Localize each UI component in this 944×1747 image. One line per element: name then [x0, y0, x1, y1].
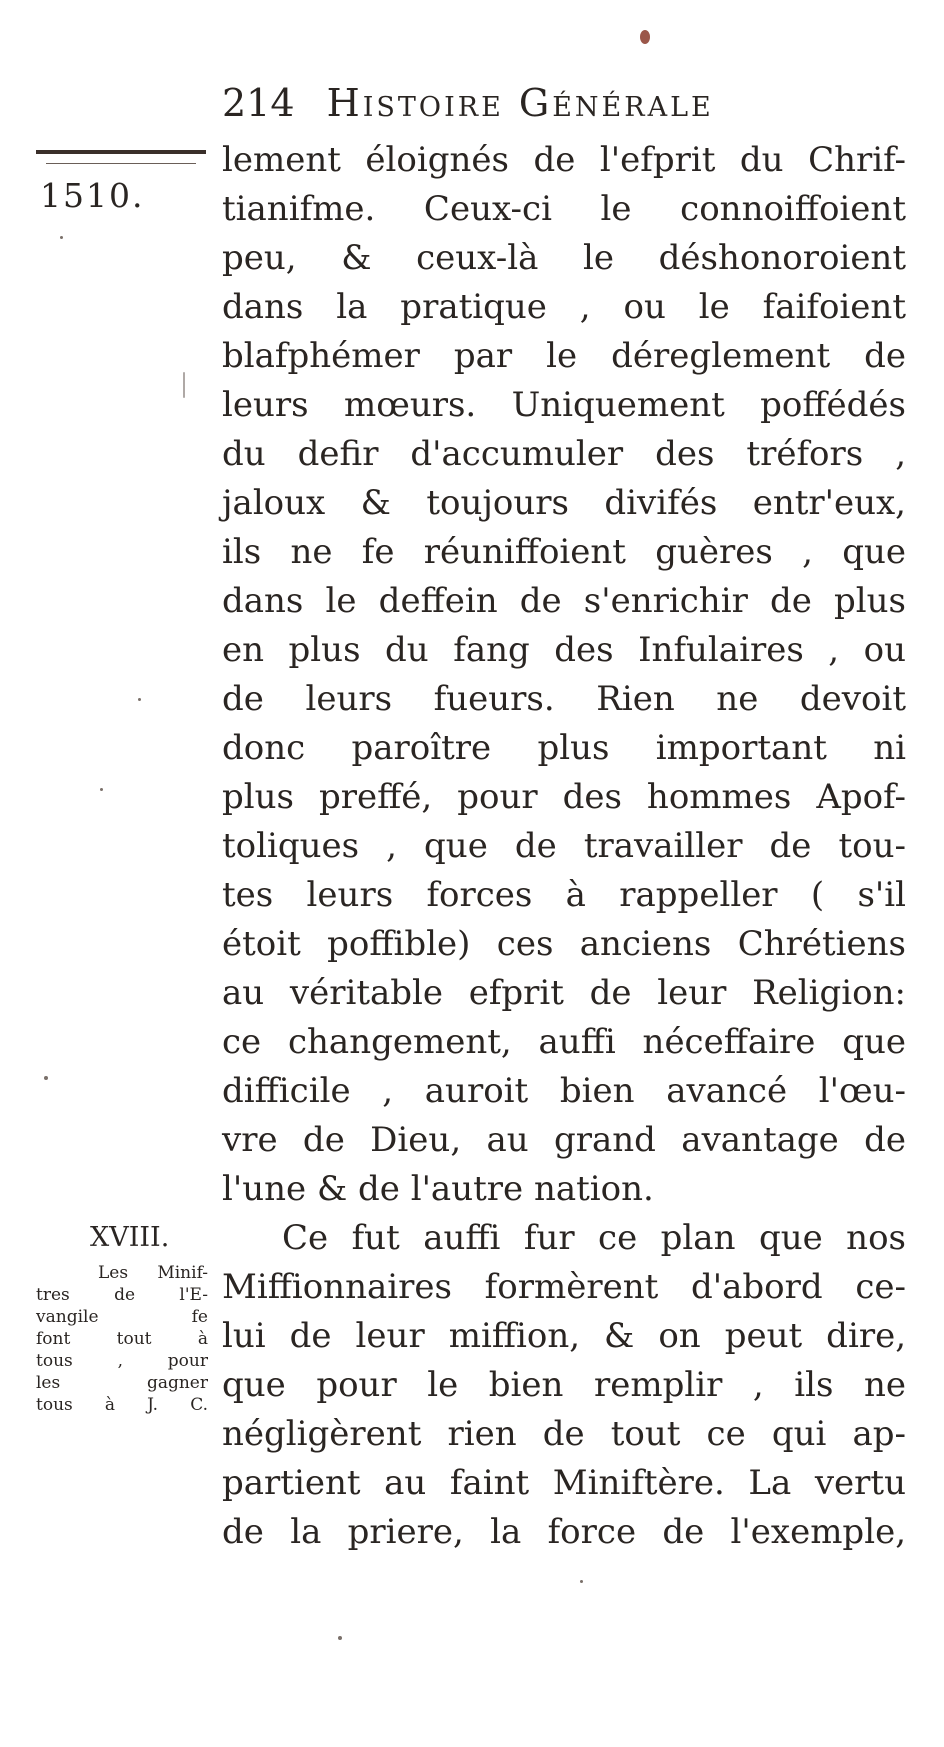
text-line: leurs mœurs. Uniquement poffédés [222, 385, 906, 425]
text-line: du defir d'accumuler des tréfors , [222, 434, 906, 474]
text-line: étoit poffible) ces anciens Chrétiens [222, 924, 906, 964]
text-line: que pour le bien remplir , ils ne [222, 1365, 906, 1405]
paper-speck [183, 372, 185, 398]
margin-note-line: vangile fe [36, 1307, 208, 1327]
margin-note-line: tres de l'E- [36, 1285, 208, 1305]
paper-speck [338, 1636, 342, 1640]
text-line: de la priere, la force de l'exemple, [222, 1512, 906, 1552]
text-line: toliques , que de travailler de tou- [222, 826, 906, 866]
text-line: blafphémer par le déreglement de [222, 336, 906, 376]
ink-blot [640, 30, 650, 44]
running-title: Histoire Générale [326, 81, 714, 125]
text-line: dans la pratique , ou le faifoient [222, 287, 906, 327]
text-line: tianifme. Ceux-ci le connoiffoient [222, 189, 906, 229]
text-line: lui de leur miffion, & on peut dire, [222, 1316, 906, 1356]
text-line: Miffionnaires formèrent d'abord ce- [222, 1267, 906, 1307]
header-rule-thin [46, 163, 196, 164]
margin-note-line: tous , pour [36, 1351, 208, 1371]
text-line-paragraph-end: l'une & de l'autre nation. [222, 1169, 654, 1209]
margin-note-line: tous à J. C. [36, 1395, 208, 1415]
margin-year: 1510. [40, 176, 145, 215]
text-line: jaloux & toujours divifés entr'eux, [222, 483, 906, 523]
text-line: de leurs fueurs. Rien ne devoit [222, 679, 906, 719]
margin-note-line: les gagner [36, 1373, 208, 1393]
text-line: partient au faint Miniftère. La vertu [222, 1463, 906, 1503]
paper-speck [580, 1580, 583, 1583]
body-text [222, 136, 906, 1557]
page-header [222, 74, 862, 132]
page-number: 214 [222, 81, 295, 125]
margin-section-number: XVIII. [90, 1222, 170, 1253]
header-rule [36, 150, 206, 154]
text-line: vre de Dieu, au grand avantage de [222, 1120, 906, 1160]
text-line: ce changement, auffi néceffaire que [222, 1022, 906, 1062]
margin-note-line: font tout à [36, 1329, 208, 1349]
text-line: en plus du fang des Infulaires , ou [222, 630, 906, 670]
paper-speck [44, 1076, 48, 1080]
text-line: au véritable efprit de leur Religion: [222, 973, 906, 1013]
text-line: ils ne fe réuniffoient guères , que [222, 532, 906, 572]
text-line: peu, & ceux-là le déshonoroient [222, 238, 906, 278]
paper-speck [138, 698, 141, 701]
text-line: dans le deffein de s'enrichir de plus [222, 581, 906, 621]
margin-note-line: Les Minif- [98, 1263, 208, 1283]
margin-note [36, 1262, 208, 1416]
text-line: plus preffé, pour des hommes Apof- [222, 777, 906, 817]
text-line-paragraph-start: Ce fut auffi fur ce plan que nos [282, 1218, 906, 1258]
paper-speck [100, 788, 103, 791]
text-line: difficile , auroit bien avancé l'œu- [222, 1071, 906, 1111]
text-line: donc paroître plus important ni [222, 728, 906, 768]
paper-speck [60, 236, 63, 239]
text-line: négligèrent rien de tout ce qui ap- [222, 1414, 906, 1454]
text-line: tes leurs forces à rappeller ( s'il [222, 875, 906, 915]
text-line: lement éloignés de l'efprit du Chrif- [222, 140, 906, 180]
